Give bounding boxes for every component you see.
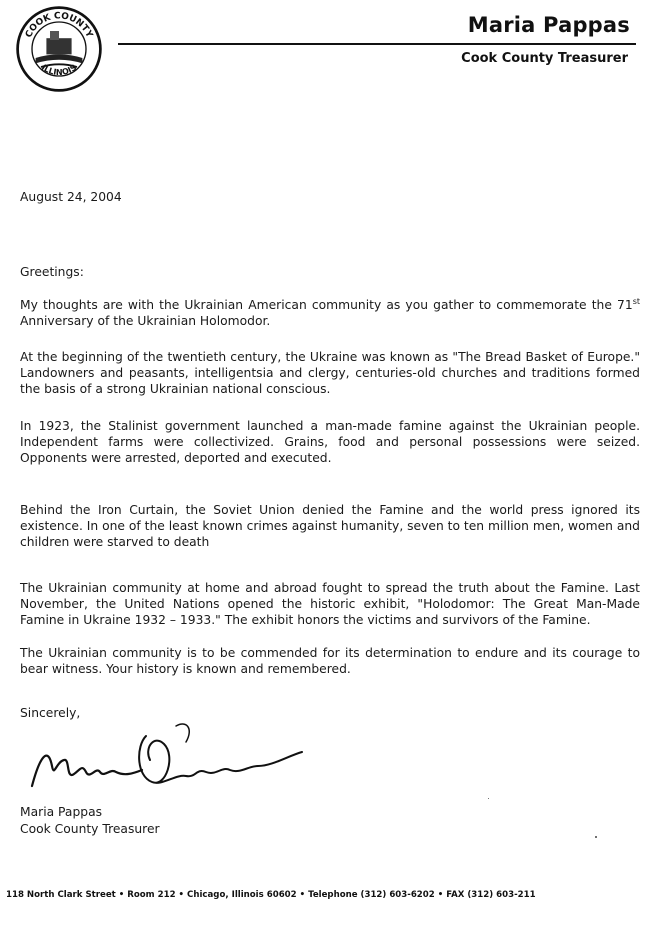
handwritten-signature	[26, 716, 326, 808]
svg-text:COOK COUNTY: COOK COUNTY	[23, 11, 95, 40]
paragraph-5: The Ukrainian community at home and abroad fought to spread the truth about the Famine. Last November, the United Nations opened the historic exhibit, "Holodomor: The Great Man-Made Famine in Ukraine 1932 – 1933." The exhibit honors the victims and survivors of the Famine.	[20, 581, 640, 627]
paragraph-6: The Ukrainian community is to be commended for its determination to endure and its courage to bear witness. Your history is known and remembered.	[20, 646, 640, 676]
letter-greeting: Greetings:	[20, 265, 84, 279]
footer-address: 118 North Clark Street • Room 212 • Chicago, Illinois 60602 • Telephone (312) 603-6202 • FAX (312) 603-211	[6, 890, 536, 900]
paragraph-1-text: My thoughts are with the Ukrainian American community as you gather to commemorate the 71	[20, 298, 633, 312]
paragraph-3: In 1923, the Stalinist government launched a man-made famine against the Ukrainian people. Independent farms were collectivized. Grains, food and personal possessions were seized. Opponents were arrested, deported and executed.	[20, 419, 640, 465]
signer-title: Cook County Treasurer	[20, 822, 160, 836]
paragraph-1	[20, 297, 640, 329]
letterhead-office: Cook County Treasurer	[461, 51, 628, 66]
letter-date: August 24, 2004	[20, 190, 122, 204]
letterhead-name: Maria Pappas	[467, 13, 630, 37]
letterhead	[0, 0, 656, 90]
letterhead-rule	[118, 43, 636, 45]
scan-speck	[488, 798, 489, 799]
paragraph-1-text-end: Anniversary of the Ukrainian Holomodor.	[20, 314, 271, 328]
closing: Sincerely,	[20, 706, 81, 720]
scan-speck	[595, 836, 597, 838]
signer-name: Maria Pappas	[20, 805, 103, 819]
ordinal-suffix: st	[632, 296, 640, 306]
county-seal	[14, 4, 104, 94]
paragraph-4: Behind the Iron Curtain, the Soviet Union denied the Famine and the world press ignored its existence. In one of the least known crimes against humanity, seven to ten million men, women and children were starved to death	[20, 503, 640, 549]
paragraph-2: At the beginning of the twentieth century, the Ukraine was known as "The Bread Basket of Europe." Landowners and peasants, intelligentsia and clergy, centuries-old churches and traditions formed the basis of a strong Ukrainian national conscious.	[20, 350, 640, 396]
svg-text:ILLINOIS: ILLINOIS	[39, 62, 79, 78]
